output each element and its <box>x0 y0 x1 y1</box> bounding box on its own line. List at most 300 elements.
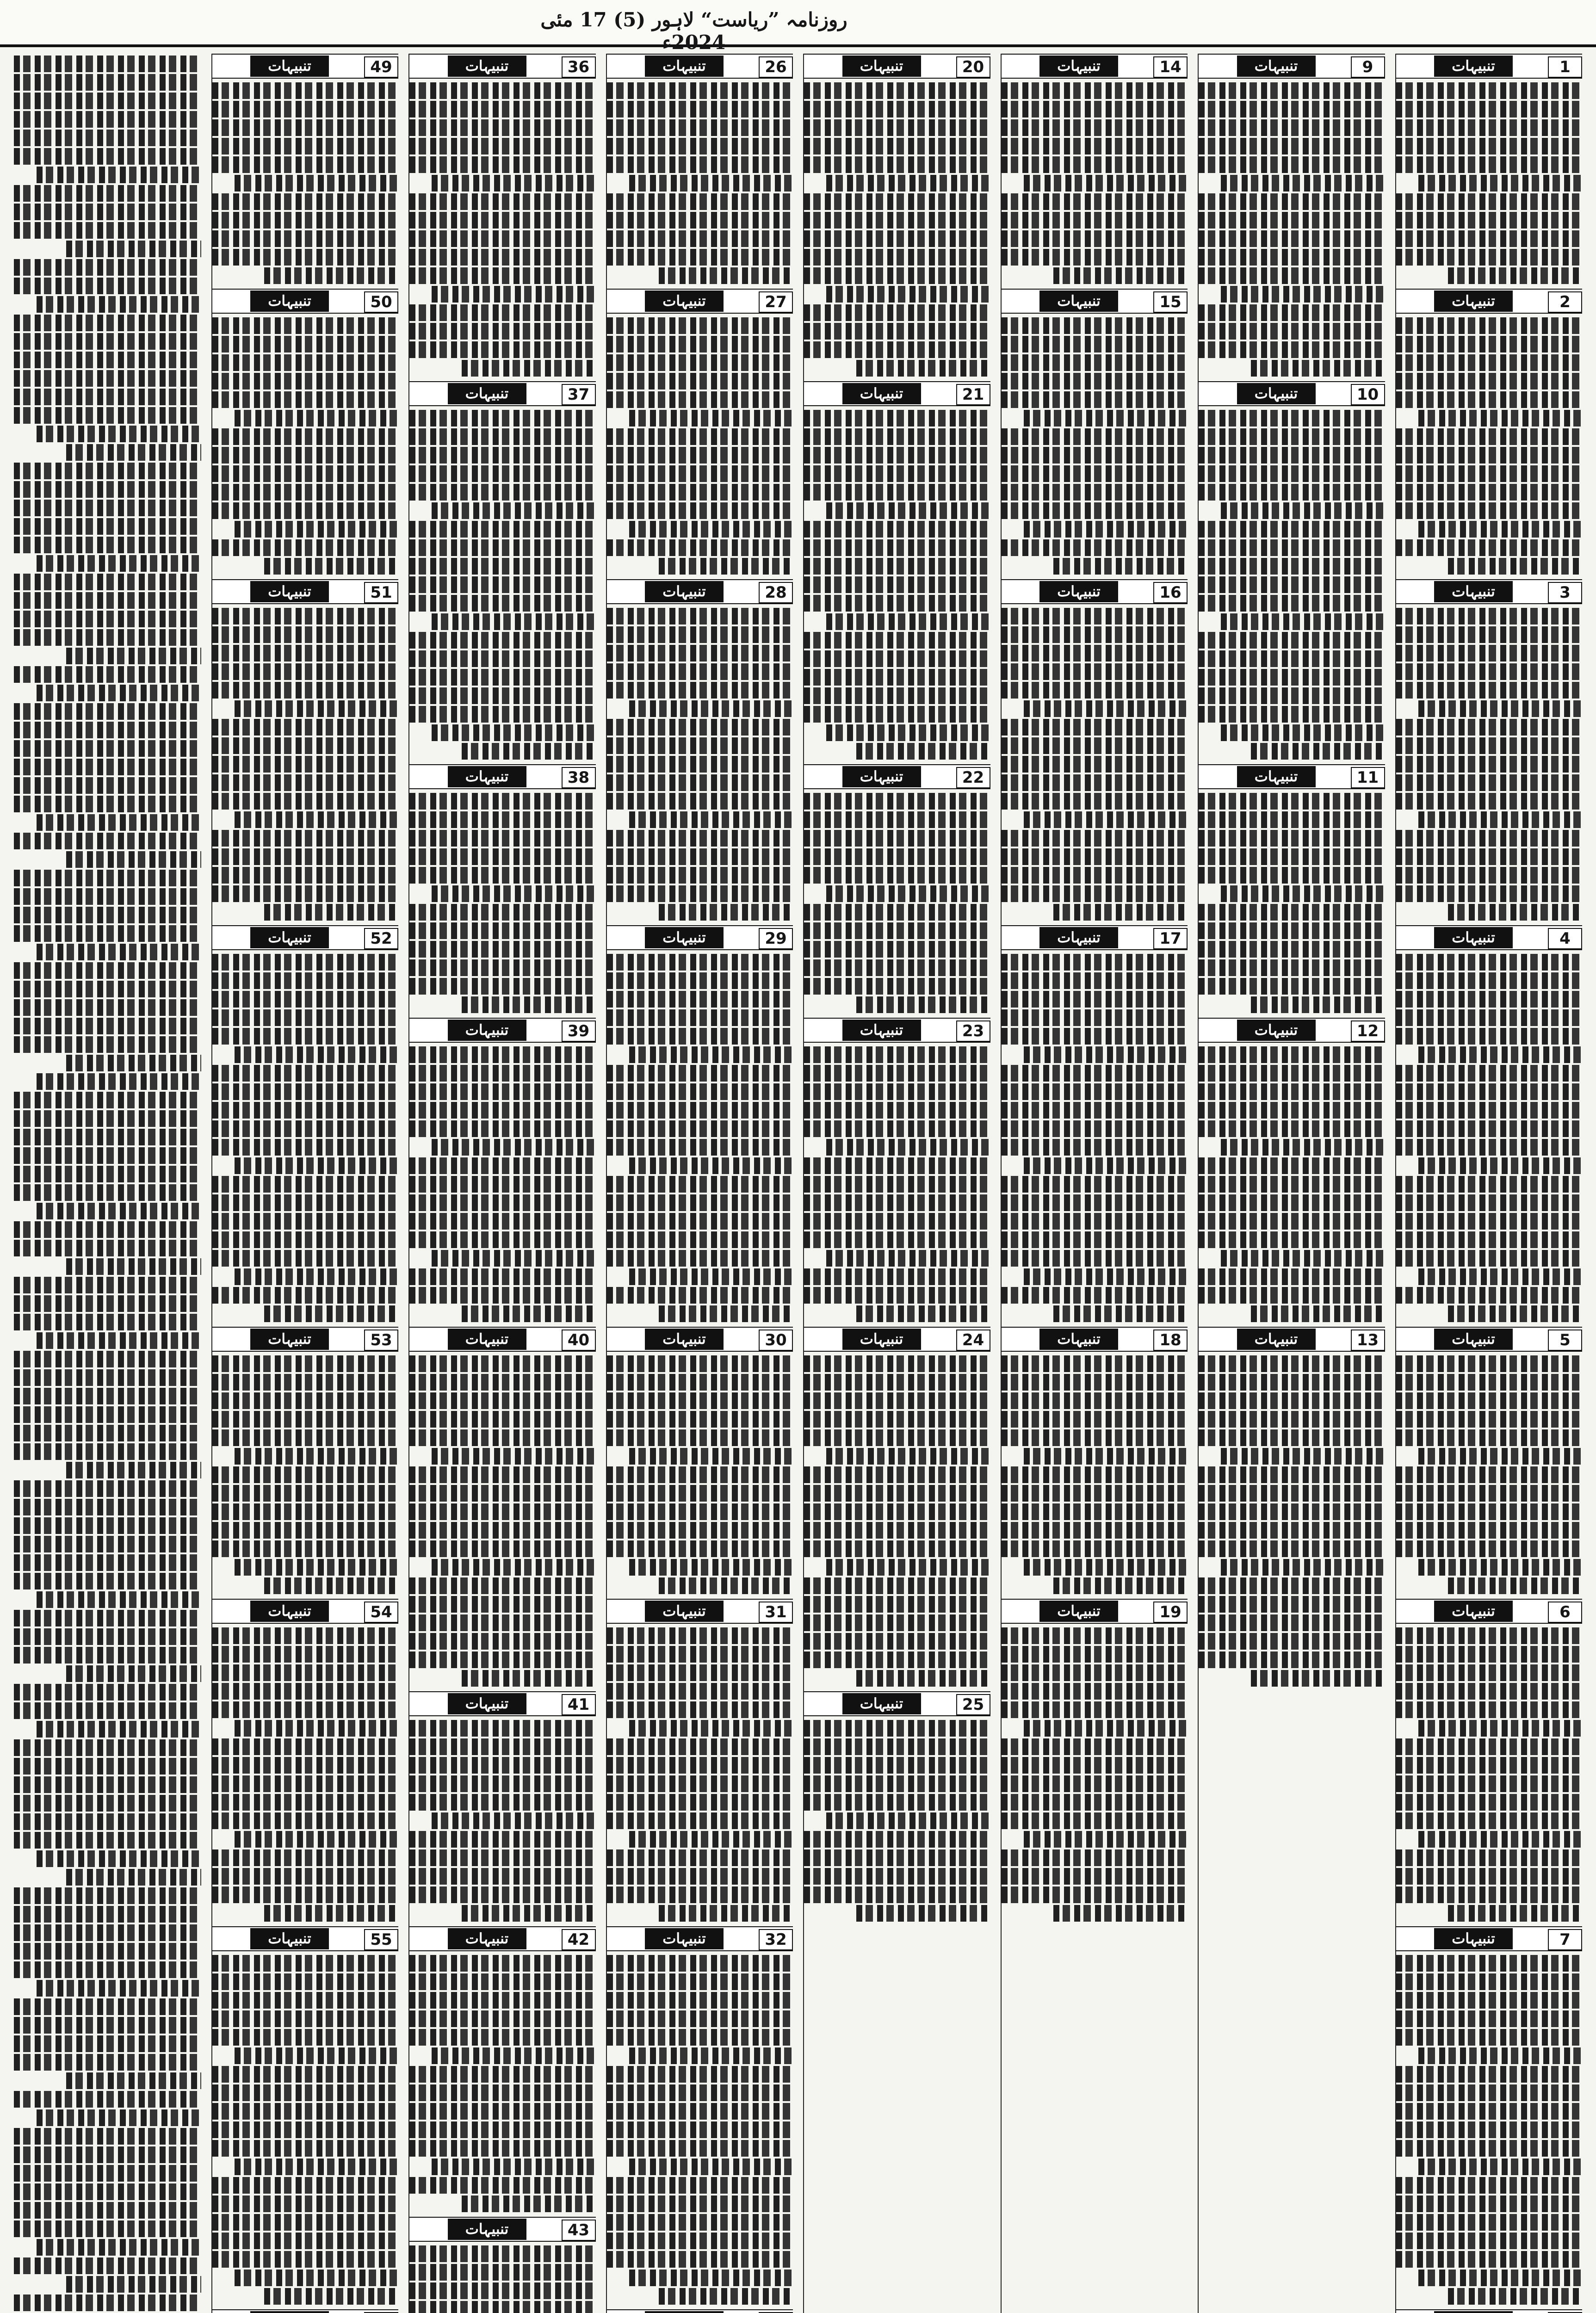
notice-number: 10 <box>1351 384 1385 405</box>
notice-header <box>409 764 596 789</box>
text-line <box>14 185 201 202</box>
text-line <box>1396 1849 1583 1866</box>
notice-item <box>804 381 990 760</box>
text-line <box>1448 904 1582 921</box>
text-line <box>37 814 201 831</box>
notice-body <box>409 410 596 760</box>
section-label: تنبیہات <box>1237 1329 1316 1350</box>
column-7 <box>211 54 399 2313</box>
text-line <box>409 1231 596 1248</box>
text-line <box>1396 719 1583 736</box>
text-line <box>1418 1448 1582 1465</box>
text-line <box>1396 1231 1583 1248</box>
text-line <box>264 267 398 284</box>
text-line <box>1053 904 1188 921</box>
text-line <box>14 1147 201 1164</box>
text-line <box>1396 1250 1583 1267</box>
text-line <box>1396 1028 1583 1045</box>
text-line <box>14 1610 201 1627</box>
text-line <box>212 1102 399 1119</box>
text-line <box>1396 2066 1583 2083</box>
text-line <box>607 82 793 99</box>
text-line <box>409 1213 596 1230</box>
notice-number: 26 <box>759 56 793 78</box>
notice-header <box>804 54 990 79</box>
text-line <box>856 1305 990 1322</box>
text-line <box>1199 341 1385 358</box>
text-line <box>804 1194 990 1211</box>
text-line <box>409 1886 596 1903</box>
text-line <box>804 1596 990 1613</box>
text-line <box>1002 317 1188 334</box>
text-line <box>264 1577 398 1594</box>
section-label: تنبیہات <box>1237 383 1316 404</box>
newspaper-masthead <box>0 0 1596 54</box>
text-line <box>37 1980 201 1997</box>
text-line <box>14 2202 201 2219</box>
text-line <box>804 1355 990 1372</box>
notice-item <box>409 1327 596 1687</box>
text-line <box>607 156 793 173</box>
text-line <box>1002 682 1188 699</box>
notice-header <box>1396 54 1583 79</box>
text-line <box>804 1831 990 1848</box>
text-line <box>37 1073 201 1090</box>
notice-item <box>1396 1926 1583 2305</box>
column-3 <box>1001 54 1188 2313</box>
text-line <box>1396 1683 1583 1700</box>
notice-body <box>212 608 399 921</box>
notice-body <box>607 954 793 1322</box>
text-line <box>66 648 201 664</box>
text-line <box>66 2072 201 2089</box>
notice-body <box>804 410 990 760</box>
text-line <box>1396 737 1583 754</box>
text-line <box>14 1351 201 1367</box>
text-line <box>1396 1139 1583 1156</box>
text-line <box>212 138 399 155</box>
text-line <box>37 167 201 183</box>
text-line <box>37 1203 201 1219</box>
text-line <box>804 1540 990 1557</box>
notice-number: 24 <box>956 1330 990 1351</box>
notice-header <box>212 289 399 314</box>
text-line <box>607 1849 793 1866</box>
text-line <box>212 1139 399 1156</box>
text-line <box>1199 465 1385 482</box>
text-line <box>66 2276 201 2293</box>
text-line <box>14 925 201 942</box>
text-line <box>409 2121 596 2138</box>
text-line <box>1396 1992 1583 2009</box>
text-line <box>212 1287 399 1304</box>
text-line <box>409 323 596 340</box>
notice-item <box>212 925 399 1322</box>
notice-header <box>409 2217 596 2242</box>
text-line <box>14 1110 201 1127</box>
text-line <box>1199 267 1385 284</box>
section-label: تنبیہات <box>448 383 526 404</box>
notice-item <box>1002 54 1188 284</box>
notice-header <box>1199 54 1385 79</box>
text-line <box>1396 1083 1583 1100</box>
notice-body <box>1199 82 1385 377</box>
text-line <box>1396 867 1583 884</box>
section-label: تنبیہات <box>645 1928 724 1949</box>
text-line <box>14 537 201 553</box>
text-line <box>462 1670 596 1687</box>
notice-header <box>212 579 399 604</box>
text-line <box>1396 1120 1583 1137</box>
text-line <box>607 663 793 680</box>
notice-item <box>607 1599 793 1922</box>
text-line <box>1199 922 1385 939</box>
text-line <box>804 212 990 229</box>
text-line <box>14 1221 201 1238</box>
text-line <box>212 2010 399 2027</box>
text-line <box>1199 1429 1385 1446</box>
text-line <box>212 972 399 989</box>
text-line <box>1002 1757 1188 1774</box>
notice-body <box>607 608 793 921</box>
text-line <box>1199 830 1385 847</box>
text-line <box>212 1886 399 1903</box>
text-line <box>1002 1374 1188 1391</box>
text-line <box>1199 521 1385 538</box>
section-label: تنبیہات <box>250 1928 329 1949</box>
text-line <box>14 1517 201 1534</box>
notice-header <box>607 925 793 950</box>
text-line <box>1418 1268 1582 1285</box>
text-line <box>14 1943 201 1960</box>
text-line <box>235 1720 398 1737</box>
text-line <box>1396 626 1583 643</box>
section-label: تنبیہات <box>448 56 526 77</box>
text-line <box>409 1046 596 1063</box>
text-line <box>409 2282 596 2299</box>
text-line <box>432 1448 595 1465</box>
text-line <box>1002 1102 1188 1119</box>
section-label: تنبیہات <box>448 1693 526 1714</box>
text-line <box>409 465 596 482</box>
text-line <box>409 428 596 445</box>
text-line <box>607 336 793 353</box>
text-line <box>629 1831 793 1848</box>
text-line <box>212 193 399 210</box>
text-line <box>629 1157 793 1174</box>
text-line <box>409 193 596 210</box>
notice-item <box>607 925 793 1322</box>
text-line <box>14 2257 201 2274</box>
text-line <box>1002 428 1188 445</box>
text-line <box>409 2177 596 2194</box>
text-line <box>66 851 201 868</box>
text-line <box>1199 1596 1385 1613</box>
text-line <box>37 426 201 442</box>
text-line <box>212 2121 399 2138</box>
text-line <box>804 101 990 118</box>
text-line <box>856 360 990 377</box>
text-line <box>607 212 793 229</box>
text-line <box>1396 1194 1583 1211</box>
text-line <box>607 1176 793 1193</box>
text-line <box>659 1305 793 1322</box>
text-line <box>1396 1540 1583 1557</box>
text-line <box>409 2245 596 2262</box>
text-line <box>1002 1287 1188 1304</box>
notice-header <box>409 1327 596 1352</box>
text-line <box>804 1757 990 1774</box>
text-line <box>14 1554 201 1571</box>
text-line <box>1053 1905 1188 1922</box>
text-line <box>804 1411 990 1428</box>
text-line <box>607 774 793 791</box>
notice-number: 43 <box>562 2220 596 2241</box>
text-line <box>1396 1176 1583 1193</box>
text-line <box>409 978 596 995</box>
text-line <box>1396 539 1583 556</box>
notice-header <box>804 764 990 789</box>
section-label <box>645 2311 724 2313</box>
notice-body <box>1199 1046 1385 1322</box>
notice-header <box>1396 2309 1583 2313</box>
text-line <box>826 885 990 902</box>
text-line <box>629 700 793 717</box>
text-line <box>212 354 399 371</box>
text-line <box>1396 1213 1583 1230</box>
text-line <box>14 1129 201 1145</box>
section-label: تنبیہات <box>842 766 921 787</box>
notice-header <box>1199 1018 1385 1043</box>
notice-body <box>1396 608 1583 921</box>
text-line <box>1199 156 1385 173</box>
text-line <box>212 1083 399 1100</box>
text-line <box>409 669 596 686</box>
text-line <box>804 267 990 284</box>
text-line <box>66 241 201 257</box>
text-line <box>66 1258 201 1275</box>
text-line <box>659 558 793 575</box>
text-line <box>14 1166 201 1182</box>
notice-number: 39 <box>562 1020 596 1042</box>
text-line <box>1221 1139 1385 1156</box>
text-line <box>607 249 793 266</box>
section-label: تنبیہات <box>645 581 724 602</box>
text-line <box>804 1120 990 1137</box>
section-label: تنبیہات <box>842 1020 921 1041</box>
text-line <box>409 267 596 284</box>
section-label: تنبیہات <box>1039 1329 1118 1350</box>
text-line <box>14 2091 201 2108</box>
notice-number: 18 <box>1153 1330 1188 1351</box>
section-label: تنبیہات <box>645 927 724 948</box>
text-line <box>804 410 990 427</box>
notice-item <box>212 1926 399 2305</box>
text-line <box>14 93 201 109</box>
text-line <box>1396 1812 1583 1829</box>
notice-body <box>1396 954 1583 1322</box>
section-label: تنبیہات <box>645 56 724 77</box>
text-line <box>14 1795 201 1812</box>
text-line <box>235 2270 398 2286</box>
text-line <box>607 2214 793 2231</box>
notice-number: 4 <box>1548 928 1582 949</box>
text-line <box>607 1794 793 1811</box>
text-line <box>462 1305 596 1322</box>
text-line <box>1396 1775 1583 1792</box>
notice-body <box>409 82 596 377</box>
text-line <box>1002 1646 1188 1663</box>
notice-header <box>212 1327 399 1352</box>
text-line <box>1251 360 1385 377</box>
text-line <box>14 370 201 387</box>
text-line <box>14 1480 201 1497</box>
notice-item <box>409 1926 596 2212</box>
section-label: تنبیہات <box>645 1329 724 1350</box>
text-line <box>1396 249 1583 266</box>
text-line <box>1251 996 1385 1013</box>
text-line <box>607 1646 793 1663</box>
text-line <box>212 101 399 118</box>
text-line <box>409 2301 596 2313</box>
text-line <box>37 685 201 701</box>
text-line <box>804 156 990 173</box>
text-line <box>1002 1775 1188 1792</box>
text-line <box>607 1522 793 1539</box>
text-line <box>607 1973 793 1990</box>
text-line <box>1396 1485 1583 1502</box>
text-line <box>14 1684 201 1701</box>
text-line <box>409 1775 596 1792</box>
notice-body <box>1002 608 1188 921</box>
text-line <box>14 2017 201 2034</box>
text-line <box>607 1503 793 1520</box>
text-line <box>826 613 990 630</box>
notice-header <box>1002 1327 1188 1352</box>
text-line <box>14 56 201 72</box>
text-line <box>1396 2121 1583 2138</box>
text-line <box>212 1028 399 1045</box>
notice-header <box>607 54 793 79</box>
text-line <box>409 1522 596 1539</box>
section-label: تنبیہات <box>1434 1601 1513 1622</box>
text-line <box>607 645 793 662</box>
text-line <box>804 138 990 155</box>
notice-number: 30 <box>759 1330 793 1351</box>
text-line <box>14 1036 201 1053</box>
text-line <box>804 558 990 575</box>
text-line <box>432 885 595 902</box>
text-line <box>264 558 398 575</box>
text-line <box>1418 521 1582 538</box>
text-line <box>14 500 201 516</box>
text-line <box>1221 1559 1385 1576</box>
text-line <box>66 444 201 461</box>
text-line <box>1221 613 1385 630</box>
text-line <box>804 650 990 667</box>
text-line <box>409 1540 596 1557</box>
text-line <box>1396 756 1583 773</box>
text-line <box>14 1906 201 1923</box>
text-line <box>607 1955 793 1972</box>
text-line <box>1396 1392 1583 1409</box>
text-line <box>1002 1120 1188 1137</box>
text-line <box>409 484 596 501</box>
text-line <box>826 1559 990 1576</box>
text-line <box>607 428 793 445</box>
text-line <box>1199 82 1385 99</box>
notice-body <box>409 1046 596 1322</box>
notice-header <box>607 2309 793 2313</box>
text-line <box>409 2066 596 2083</box>
text-line <box>409 595 596 612</box>
notice-header <box>212 1599 399 1624</box>
text-line <box>235 1448 398 1465</box>
notice-number: 31 <box>759 1602 793 1623</box>
text-line <box>14 777 201 794</box>
text-line <box>804 1614 990 1631</box>
text-line <box>264 1305 398 1322</box>
text-line <box>1199 1485 1385 1502</box>
text-line <box>14 259 201 276</box>
notice-body <box>409 2245 596 2313</box>
notice-number: 7 <box>1548 1929 1582 1950</box>
text-line <box>14 2294 201 2311</box>
text-line <box>1418 1559 1582 1576</box>
text-line <box>607 1194 793 1211</box>
text-line <box>212 1849 399 1866</box>
text-line <box>409 1466 596 1483</box>
text-line <box>1396 212 1583 229</box>
text-line <box>14 481 201 498</box>
text-line <box>1002 1194 1188 1211</box>
text-line <box>212 1868 399 1885</box>
notice-body <box>1396 317 1583 575</box>
notice-number: 32 <box>759 1929 793 1950</box>
text-line <box>212 682 399 699</box>
text-line <box>1002 391 1188 408</box>
text-line <box>409 1849 596 1866</box>
text-line <box>14 2128 201 2145</box>
text-line <box>1448 1905 1582 1922</box>
text-line <box>607 1374 793 1391</box>
text-line <box>1396 82 1583 99</box>
text-line <box>804 848 990 865</box>
text-line <box>1002 1627 1188 1644</box>
section-label: تنبیہات <box>1434 581 1513 602</box>
text-line <box>607 719 793 736</box>
text-line <box>607 1102 793 1119</box>
text-line <box>212 1231 399 1248</box>
notice-body <box>804 1355 990 1687</box>
text-line <box>14 999 201 1016</box>
text-line <box>1024 1559 1188 1576</box>
text-line <box>212 2251 399 2268</box>
notice-body <box>409 793 596 1013</box>
text-line <box>804 484 990 501</box>
text-line <box>804 1429 990 1446</box>
text-line <box>804 1485 990 1502</box>
text-line <box>1199 978 1385 995</box>
text-line <box>235 700 398 717</box>
text-line <box>14 1813 201 1830</box>
text-line <box>409 304 596 321</box>
text-line <box>409 1268 596 1285</box>
text-line <box>804 1392 990 1409</box>
text-line <box>212 1701 399 1718</box>
text-line <box>409 941 596 958</box>
text-line <box>1221 286 1385 303</box>
